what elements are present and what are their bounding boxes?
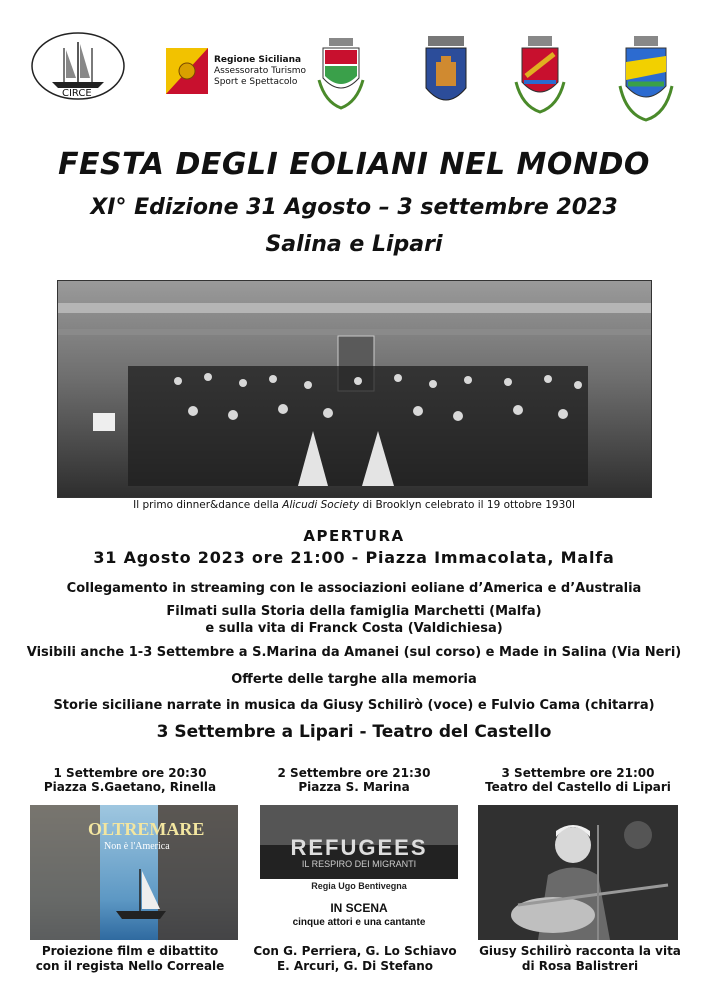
event3-place: Teatro del Castello di Lipari: [485, 780, 671, 794]
event1-date: 1 Settembre ore 20:30: [53, 766, 207, 780]
event2-header: [254, 766, 454, 794]
locations: Salina e Lipari: [265, 232, 443, 257]
opening-date-line: 31 Agosto 2023 ore 21:00 - Piazza Immacolata, Malfa: [93, 548, 615, 567]
oltremare-subtitle: Non è l'America: [104, 841, 170, 852]
event3-caption: [465, 944, 695, 974]
event3-caption-line1: Giusy Schilirò racconta la vita: [479, 944, 681, 958]
refugees-subtitle: IL RESPIRO DEI MIGRANTI: [301, 859, 417, 869]
caption-society: Alicudi Society: [282, 499, 360, 511]
event1-place: Piazza S.Gaetano, Rinella: [43, 780, 217, 794]
refugees-title: REFUGEES: [290, 835, 428, 860]
coat-of-arms-santa-marina: [614, 36, 678, 128]
event1-caption: [15, 944, 245, 974]
program-item-visibili: Visibili anche 1-3 Settembre a S.Marina da Amanei (sul corso) e Made in Salina (Via Neri): [26, 645, 682, 660]
regione-dept1: Assessorato Turismo: [214, 66, 307, 76]
theatre-poster-refugees: [260, 805, 458, 940]
coat-of-arms-malfa: [510, 36, 570, 122]
circe-label: CIRCE: [62, 88, 92, 99]
film-poster-oltremare: [30, 805, 238, 940]
coat-of-arms-lipari: [420, 36, 472, 116]
event2-caption-line1: Con G. Perriera, G. Lo Schiavo: [253, 944, 457, 958]
program-item-films-a: Filmati sulla Storia della famiglia Marchetti (Malfa): [166, 604, 542, 619]
refugees-in-scena: IN SCENA: [330, 901, 388, 915]
event3-date: 3 Settembre ore 21:00: [501, 766, 655, 780]
historic-photo: [57, 280, 652, 498]
regione-text: [214, 55, 306, 88]
refugees-cast: cinque attori e una cantante: [292, 917, 426, 928]
program-item-storie: Storie siciliane narrate in musica da Giusy Schilirò (voce) e Fulvio Cama (chitarra): [53, 698, 655, 713]
program-item-streaming: Collegamento in streaming con le associazioni eoliane d’America e d’Australia: [66, 581, 642, 596]
apertura-heading: APERTURA: [303, 527, 405, 545]
event2-place: Piazza S. Marina: [298, 780, 410, 794]
coat-of-arms-leni: [315, 36, 367, 120]
event1-caption-line2: con il regista Nello Correale: [35, 959, 225, 973]
event2-caption-line2: E. Arcuri, G. Di Stefano: [276, 959, 434, 973]
program-item-targhe: Offerte delle targhe alla memoria: [231, 672, 477, 687]
event2-date: 2 Settembre ore 21:30: [277, 766, 431, 780]
event2-caption: [240, 944, 470, 974]
lipari-heading: 3 Settembre a Lipari - Teatro del Castello: [156, 722, 552, 742]
caption-pre: Il primo dinner&dance della: [133, 499, 283, 511]
regione-dept2: Sport e Spettacolo: [214, 77, 298, 87]
regione-siciliana-logo: [166, 48, 208, 98]
event3-caption-line2: di Rosa Balistreri: [521, 959, 639, 973]
edition-dates: XI° Edizione 31 Agosto – 3 settembre 2023: [90, 195, 618, 220]
photo-giusy-schiliro: [478, 805, 678, 940]
event3-header: [478, 766, 678, 794]
oltremare-title: OLTREMARE: [88, 819, 205, 839]
photo-caption: [0, 499, 708, 511]
event1-header: [30, 766, 230, 794]
event1-caption-line1: Proiezione film e dibattito: [41, 944, 219, 958]
program-item-films-b: e sulla vita di Franck Costa (Valdichiesa): [205, 621, 503, 636]
caption-post: di Brooklyn celebrato il 19 ottobre 1930l: [359, 499, 575, 511]
regione-name: Regione Siciliana: [214, 55, 302, 65]
refugees-regia: Regia Ugo Bentivegna: [311, 881, 407, 891]
main-title: FESTA DEGLI EOLIANI NEL MONDO: [58, 147, 650, 182]
